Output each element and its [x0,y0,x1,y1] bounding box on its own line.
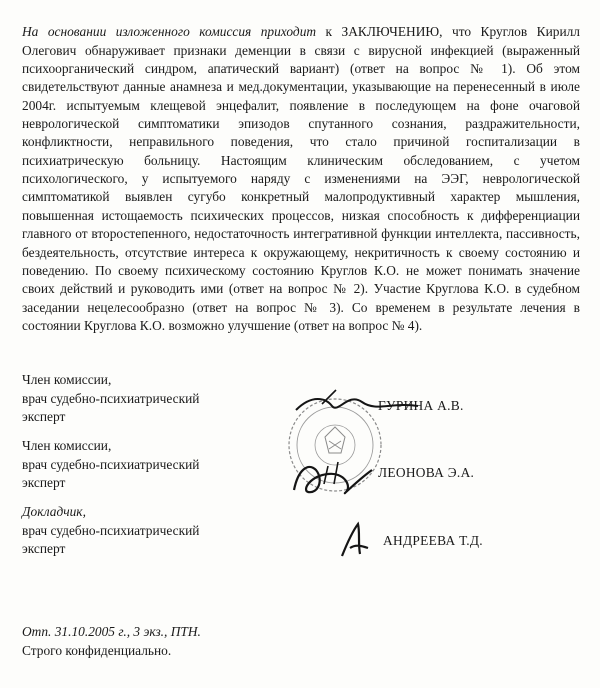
conclusion-paragraph [22,23,580,335]
signer-name-3: АНДРЕЕВА Т.Д. [383,533,483,548]
signer-role: Докладчик, [22,504,86,519]
signature-3-icon [336,518,372,560]
signer-block-1 [22,371,252,427]
signature-2-icon [288,440,378,502]
signer-name-2: ЛЕОНОВА Э.А. [378,465,475,480]
signer-title: врач судебно-психиатрический [22,522,200,538]
conclusion-text: к ЗАКЛЮЧЕНИЮ, что Круглов Кирилл Олегович обнаруживает признаки деменции в связи с вирусной инфекцией (выраженный психоорганический синдром, апатический вариант) (ответ на вопрос № 1). Об этом свидетельствуют данные анамнеза и мед.документации, указывающие на перенесенный в июле 2004г. испытуемым клещевой энцефалит, появление в последующем на фоне очаговой неврологической симптоматики эпизодов спутанного сознания, раздражительности, конфликтности, неправильного поведения, что стало причиной госпитализации в психиатрическую больницу. Настоящим клиническим обследованием, с учетом психологического, у испытуемого наряду с изменениями на ЭЭГ, неврологической симптоматикой выявлен сугубо конкретный малопродуктивный характер мышления, повышенная истощаемость психических процессов, низкая способность к дифференциации главного от второстепенного, недостаточность интегративной функции интеллекта, пассивность, бездеятельность, отсутствие интереса к окружающему, некритичность к своему состоянию и поведению. По своему психическому состоянию Круглов К.О. не может понимать значение своих действий и руководить ими (ответ на вопрос № 2). Участие Круглова К.О. в судебном заседании нецелесообразно (ответ на вопрос № 3). Со временем в результате лечения в состоянии Круглова К.О. возможно улучшение (ответ на вопрос № 4). [22,24,580,333]
footer-confidential-note: Строго конфиденциально. [22,643,172,658]
signer-block-3 [22,503,252,559]
document-footer [22,622,422,660]
signer-title: врач судебно-психиатрический [22,390,200,406]
signer-title-cont: эксперт [22,475,66,490]
signer-block-2 [22,437,252,493]
signer-role: Член комиссии, [22,438,112,453]
signer-title-cont: эксперт [22,541,66,556]
footer-dispatch-note: Отп. 31.10.2005 г., 3 экз., ПТН. [22,624,201,639]
signature-1-icon [292,384,422,424]
conclusion-lead: На основании изложенного комиссия приходит [22,24,317,40]
signer-title-cont: эксперт [22,409,66,424]
signer-title: врач судебно-психиатрический [22,456,200,472]
signer-name-1: ГУРИНА А.В. [378,398,464,413]
signer-role: Член комиссии, [22,372,112,387]
